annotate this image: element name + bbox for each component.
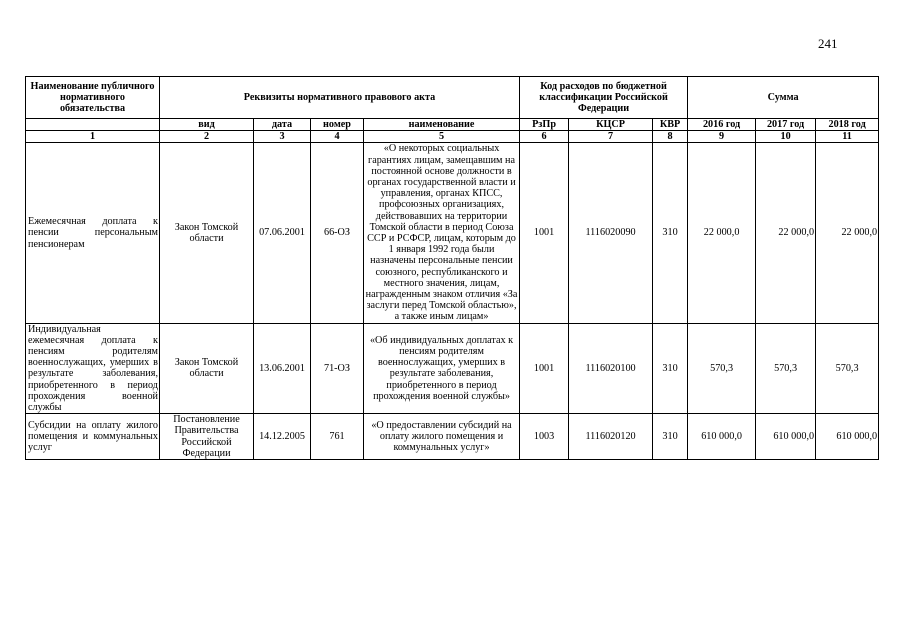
col-number: 5 bbox=[364, 131, 520, 143]
rzpr-cell: 1003 bbox=[520, 414, 569, 460]
act-type-cell: Постановление Правительства Российской Федерации bbox=[160, 414, 254, 460]
col-number: 3 bbox=[254, 131, 311, 143]
sum-2018-cell: 610 000,0 bbox=[816, 414, 879, 460]
sum-2017-cell: 570,3 bbox=[756, 323, 816, 414]
header-rzpr: РзПр bbox=[520, 119, 569, 131]
rzpr-cell: 1001 bbox=[520, 143, 569, 323]
kcsr-cell: 1116020100 bbox=[569, 323, 653, 414]
sum-2016-cell: 570,3 bbox=[688, 323, 756, 414]
header-number: номер bbox=[311, 119, 364, 131]
col-number: 4 bbox=[311, 131, 364, 143]
kcsr-cell: 1116020120 bbox=[569, 414, 653, 460]
kvr-cell: 310 bbox=[653, 414, 688, 460]
act-number-cell: 761 bbox=[311, 414, 364, 460]
header-kcsr: КЦСР bbox=[569, 119, 653, 131]
col-number: 7 bbox=[569, 131, 653, 143]
kvr-cell: 310 bbox=[653, 143, 688, 323]
act-number-cell: 66-ОЗ bbox=[311, 143, 364, 323]
col-number: 6 bbox=[520, 131, 569, 143]
header-requisites: Реквизиты нормативного правового акта bbox=[160, 77, 520, 119]
act-type-cell: Закон Томской области bbox=[160, 323, 254, 414]
header-date: дата bbox=[254, 119, 311, 131]
header-kvr: КВР bbox=[653, 119, 688, 131]
obligation-cell: Субсидии на оплату жилого помещения и коммунальных услуг bbox=[26, 414, 160, 460]
sum-2016-cell: 22 000,0 bbox=[688, 143, 756, 323]
obligations-table bbox=[25, 76, 879, 460]
table-row bbox=[26, 414, 879, 460]
header-name: наименование bbox=[364, 119, 520, 131]
sum-2017-cell: 22 000,0 bbox=[756, 143, 816, 323]
act-type-cell: Закон Томской области bbox=[160, 143, 254, 323]
table-row bbox=[26, 143, 879, 323]
col-number: 1 bbox=[26, 131, 160, 143]
kvr-cell: 310 bbox=[653, 323, 688, 414]
kcsr-cell: 1116020090 bbox=[569, 143, 653, 323]
rzpr-cell: 1001 bbox=[520, 323, 569, 414]
sum-2017-cell: 610 000,0 bbox=[756, 414, 816, 460]
col-number: 11 bbox=[816, 131, 879, 143]
sum-2016-cell: 610 000,0 bbox=[688, 414, 756, 460]
sum-2018-cell: 570,3 bbox=[816, 323, 879, 414]
col-number: 8 bbox=[653, 131, 688, 143]
col-number: 10 bbox=[756, 131, 816, 143]
act-date-cell: 14.12.2005 bbox=[254, 414, 311, 460]
act-date-cell: 07.06.2001 bbox=[254, 143, 311, 323]
col-number: 2 bbox=[160, 131, 254, 143]
header-type: вид bbox=[160, 119, 254, 131]
act-name-cell: «О предоставлении субсидий на оплату жилого помещения и коммунальных услуг» bbox=[364, 414, 520, 460]
obligation-cell: Ежемесячная доплата к пенсии персональным пенсионерам bbox=[26, 143, 160, 323]
page-number: 241 bbox=[818, 36, 838, 51]
header-2018: 2018 год bbox=[816, 119, 879, 131]
header-2017: 2017 год bbox=[756, 119, 816, 131]
sum-2018-cell: 22 000,0 bbox=[816, 143, 879, 323]
header-sum: Сумма bbox=[688, 77, 879, 119]
act-name-cell: «О некоторых социальных гарантиях лицам, замещавшим на постоянной основе должности в органах государственной власти и управления, органах КПСС, профсоюзных организациях, действовавших на территории Томской области в период Союза ССР и РСФСР, лицам, которым до 1 января 1992 года были назначены персональные пенсии союзного, республиканского и местного значения, лицам, награжденным знаком отличия «За заслуги перед Томской областью», а также иным лицам» bbox=[364, 143, 520, 323]
obligation-cell: Индивидуальная ежемесячная доплата к пенсиям родителям военнослужащих, умерших в результате заболевания, приобретенного в период прохождения военной службы bbox=[26, 323, 160, 414]
act-number-cell: 71-ОЗ bbox=[311, 323, 364, 414]
header-obligation: Наименование публичного нормативного обязательства bbox=[26, 77, 160, 119]
table-row bbox=[26, 323, 879, 414]
act-name-cell: «Об индивидуальных доплатах к пенсиям родителям военнослужащих, умерших в результате заболевания, приобретенного в период прохождения военной службы» bbox=[364, 323, 520, 414]
act-date-cell: 13.06.2001 bbox=[254, 323, 311, 414]
header-budget-code: Код расходов по бюджетной классификации Российской Федерации bbox=[520, 77, 688, 119]
header-2016: 2016 год bbox=[688, 119, 756, 131]
col-number: 9 bbox=[688, 131, 756, 143]
